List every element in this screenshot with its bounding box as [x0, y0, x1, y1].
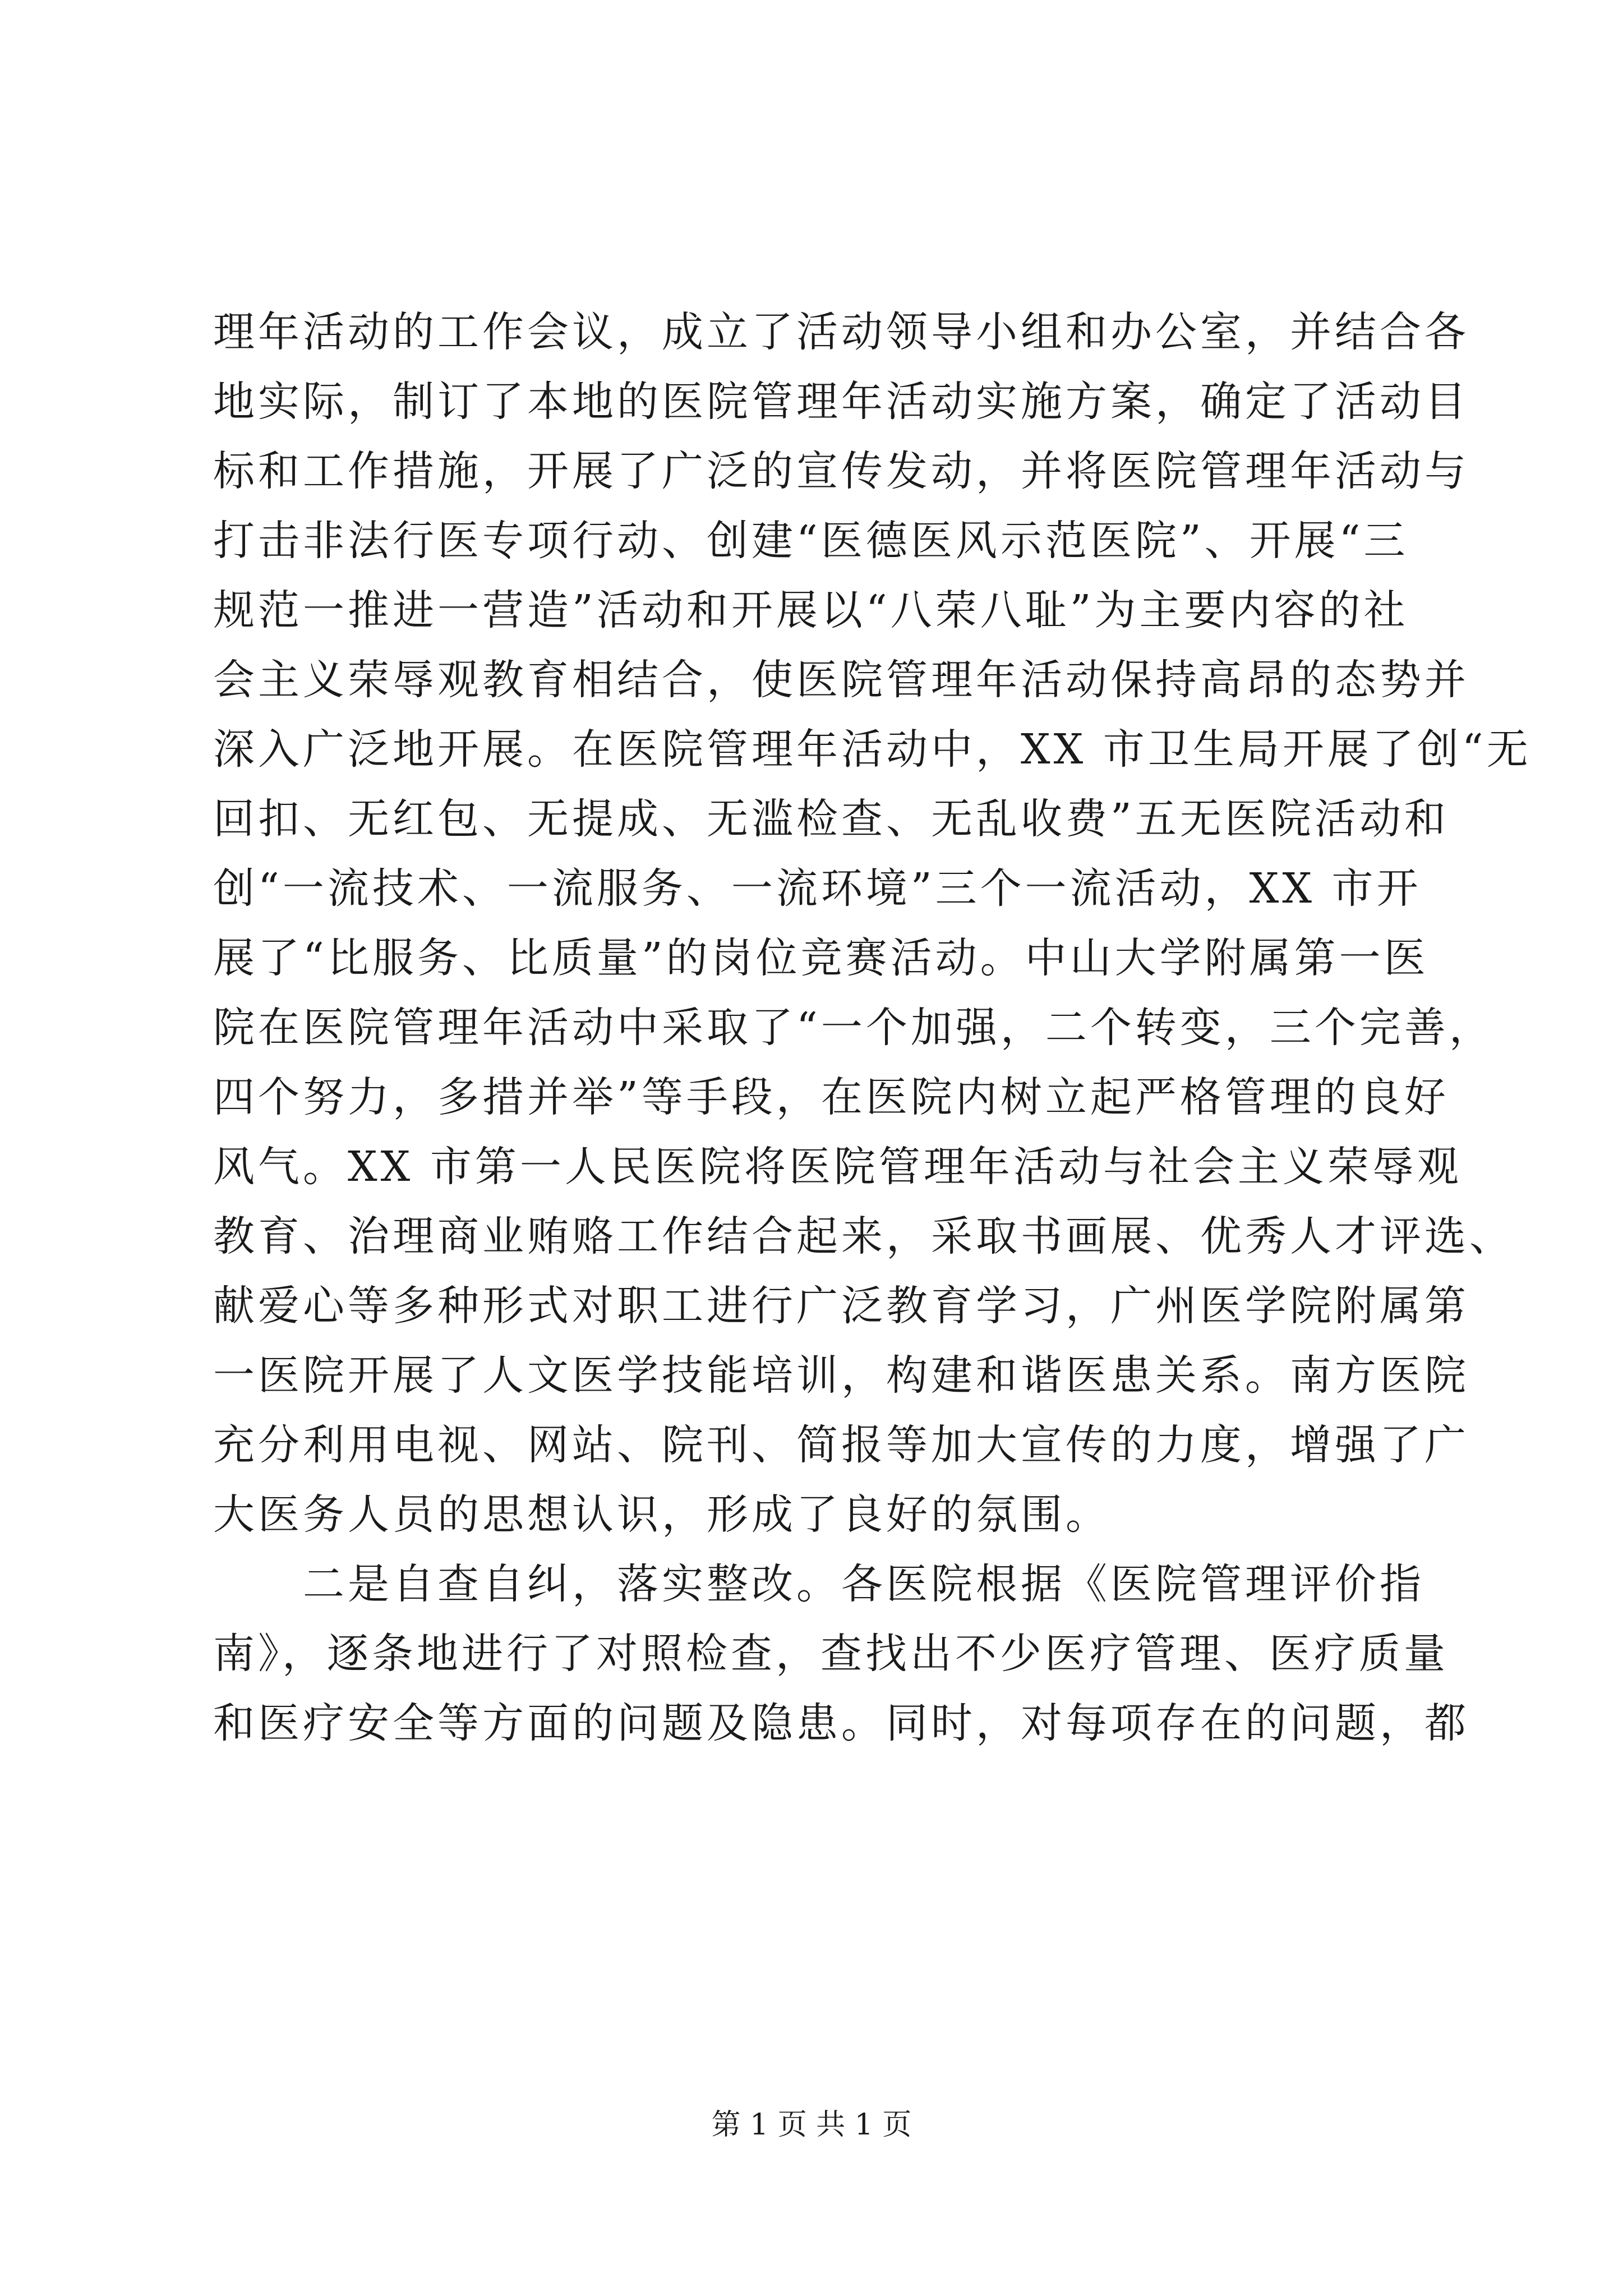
text-line: 创“一流技术、一流服务、一流环境”三个一流活动，XX 市开	[213, 864, 1422, 913]
text-line: 规范一推进一营造”活动和开展以“八荣八耻”为主要内容的社	[213, 586, 1409, 634]
text-line: 献爱心等多种形式对职工进行广泛教育学习，广州医学院附属第	[213, 1282, 1469, 1330]
text-line: 大医务人员的思想认识，形成了良好的氛围。	[213, 1490, 1110, 1539]
text-line: 回扣、无红包、无提成、无滥检查、无乱收费”五无医院活动和	[213, 795, 1449, 843]
text-line: 理年活动的工作会议，成立了活动领导小组和办公室，并结合各	[213, 308, 1469, 356]
text-line: 地实际，制订了本地的医院管理年活动实施方案，确定了活动目	[213, 378, 1469, 426]
text-line: 四个努力，多措并举”等手段，在医院内树立起严格管理的良好	[213, 1073, 1449, 1121]
text-line: 打击非法行医专项行动、创建“医德医风示范医院”、开展“三	[213, 517, 1409, 565]
text-line: 风气。XX 市第一人民医院将医院管理年活动与社会主义荣辱观	[213, 1143, 1462, 1191]
text-line: 深入广泛地开展。在医院管理年活动中，XX 市卫生局开展了创“无	[213, 725, 1532, 774]
text-line: 充分利用电视、网站、院刊、简报等加大宣传的力度，增强了广	[213, 1421, 1469, 1469]
page-number: 第 1 页 共 1 页	[711, 2108, 912, 2142]
page-footer	[0, 2101, 1623, 2143]
document-body	[213, 297, 1532, 1758]
text-line: 教育、治理商业贿赂工作结合起来，采取书画展、优秀人才评选、	[213, 1212, 1514, 1260]
text-line: 一医院开展了人文医学技能培训，构建和谐医患关系。南方医院	[213, 1351, 1469, 1400]
text-line: 标和工作措施，开展了广泛的宣传发动，并将医院管理年活动与	[213, 447, 1469, 495]
text-line: 会主义荣辱观教育相结合，使医院管理年活动保持高昂的态势并	[213, 656, 1469, 704]
text-line: 展了“比服务、比质量”的岗位竞赛活动。中山大学附属第一医	[213, 934, 1429, 982]
text-line: 和医疗安全等方面的问题及隐患。同时，对每项存在的问题，都	[213, 1699, 1469, 1747]
text-line: 南》，逐条地进行了对照检查，查找出不少医疗管理、医疗质量	[213, 1630, 1449, 1678]
text-line: 二是自查自纠，落实整改。各医院根据《医院管理评价指	[303, 1560, 1424, 1608]
text-line: 院在医院管理年活动中采取了“一个加强，二个转变，三个完善，	[213, 1004, 1494, 1052]
